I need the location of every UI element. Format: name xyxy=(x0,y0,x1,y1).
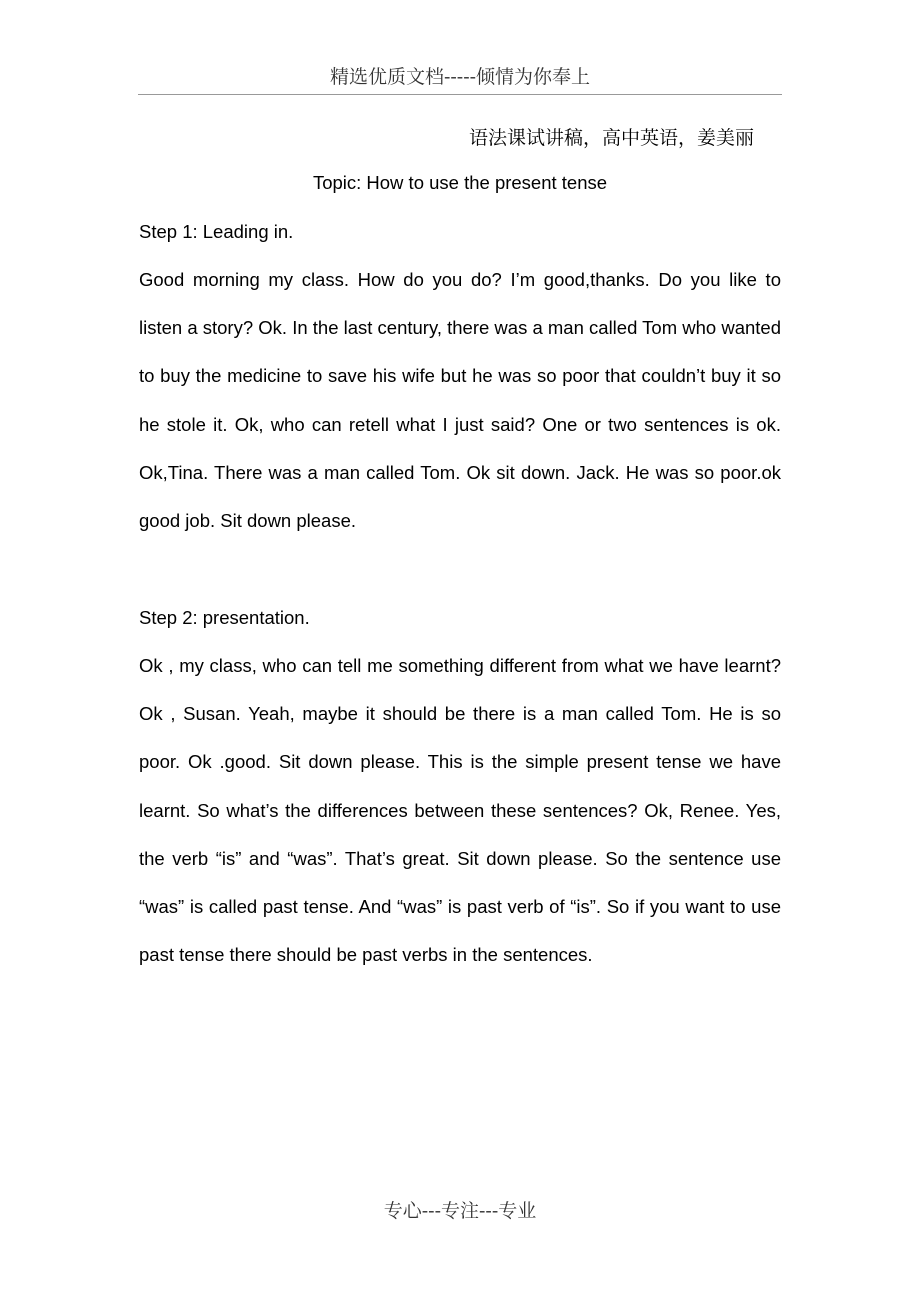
page-footer: 专心---专注---专业 xyxy=(383,1200,537,1222)
step2-heading: Step 2: presentation. xyxy=(139,607,310,628)
step1-heading: Step 1: Leading in. xyxy=(139,221,294,242)
document-byline: 语法课试讲稿，高中英语，姜美丽 xyxy=(468,127,754,149)
step1-paragraph: Good morning my class. How do you do? I’m good,thanks. Do you like to listen a story? Ok. In the last century, there was a man called Tom who wanted to buy the medicine to save his wife but he was so poor that couldn’t buy it so he stole it. Ok, who can retell what I just said? One or two sentences is ok. Ok,Tina. There was a man called Tom. Ok sit down. Jack. He was so poor.ok good job. Sit down please. xyxy=(139,269,781,532)
step2-paragraph: Ok , my class, who can tell me something different from what we have learnt? Ok , Susan. Yeah, maybe it should be there is a man called Tom. He is so poor. Ok .good. Sit down please. This is the simple present tense we have learnt. So what’s the differences between these sentences? Ok, Renee. Yes, the verb “is” and “was”. That’s great. Sit down please. So the sentence use “was” is called past tense. And “was” is past verb of “is”. So if you want to use past tense there should be past verbs in the sentences. xyxy=(139,655,781,966)
header-divider xyxy=(138,94,782,95)
document-topic: Topic: How to use the present tense xyxy=(312,172,608,193)
page-header-title: 精选优质文档-----倾情为你奉上 xyxy=(329,66,591,88)
